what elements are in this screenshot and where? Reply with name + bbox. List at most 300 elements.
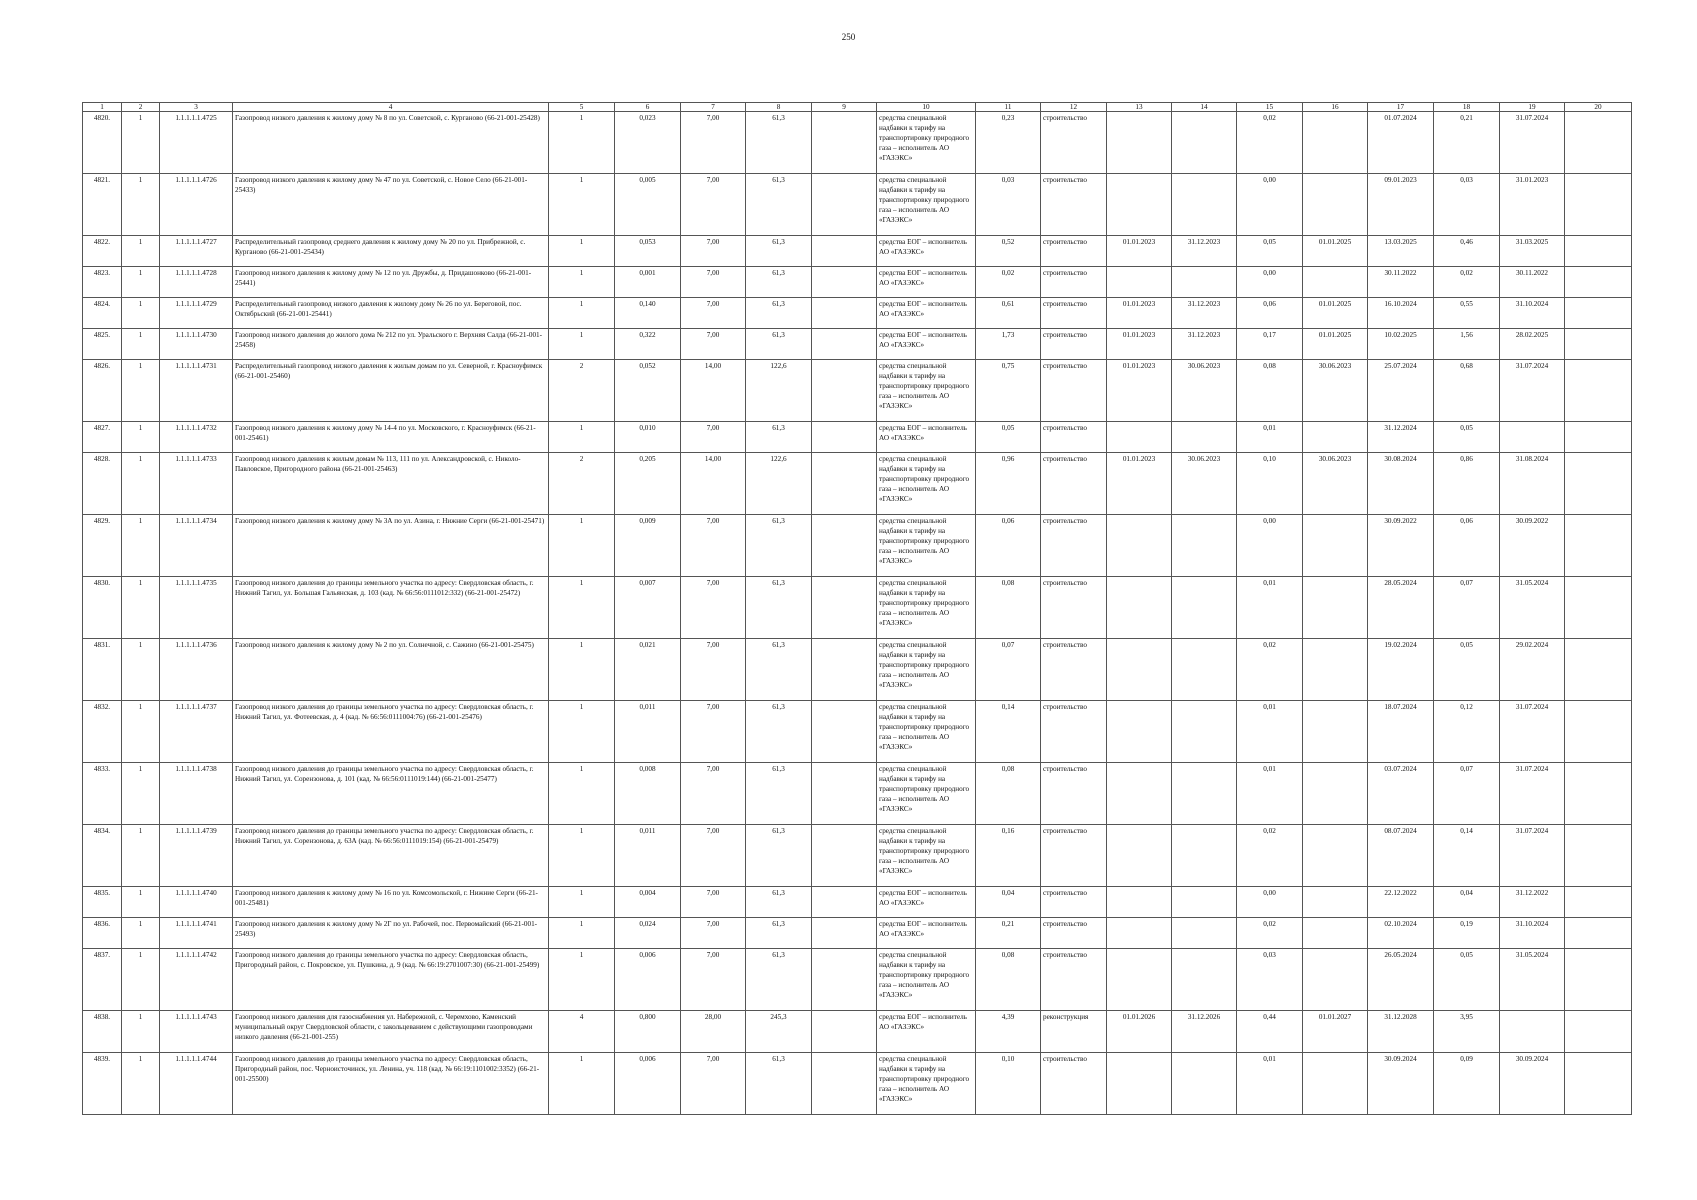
column-header: 18 bbox=[1434, 103, 1500, 112]
col15-cell: 0,00 bbox=[1237, 515, 1303, 577]
volume-cell: 61,3 bbox=[746, 825, 812, 887]
col15-cell: 0,01 bbox=[1237, 1053, 1303, 1115]
col20-cell bbox=[1565, 763, 1632, 825]
col16-cell: 01.01.2027 bbox=[1303, 1011, 1368, 1053]
col18-cell: 0,55 bbox=[1434, 298, 1500, 329]
volume-cell: 245,3 bbox=[746, 1011, 812, 1053]
object-name-cell: Газопровод низкого давления до границы земельного участка по адресу: Свердловская область, г. Нижний Тагил, ул. Сорензонова, д. 63А (кад. № 66:56:0111019:154) (66-21-001-25479) bbox=[233, 825, 549, 887]
object-code-cell: 1.1.1.1.1.4738 bbox=[160, 763, 233, 825]
col18-cell: 0,68 bbox=[1434, 360, 1500, 422]
row-number-cell: 4829. bbox=[83, 515, 122, 577]
col15-cell: 0,00 bbox=[1237, 887, 1303, 918]
col9-cell bbox=[812, 701, 877, 763]
col9-cell bbox=[812, 949, 877, 1011]
end-date-cell bbox=[1172, 701, 1237, 763]
object-name-cell: Газопровод низкого давления к жилому дому № 12 по ул. Дружбы, д. Придашонково (66-21-001-25441) bbox=[233, 267, 549, 298]
col15-cell: 0,00 bbox=[1237, 267, 1303, 298]
col9-cell bbox=[812, 887, 877, 918]
col20-cell bbox=[1565, 236, 1632, 267]
col18-cell: 0,19 bbox=[1434, 918, 1500, 949]
commission-date-cell: 08.07.2024 bbox=[1368, 825, 1434, 887]
col16-cell bbox=[1303, 639, 1368, 701]
column-header: 8 bbox=[746, 103, 812, 112]
col16-cell bbox=[1303, 422, 1368, 453]
col15-cell: 0,02 bbox=[1237, 639, 1303, 701]
object-code-cell: 1.1.1.1.1.4732 bbox=[160, 422, 233, 453]
column-header: 7 bbox=[681, 103, 746, 112]
work-type-cell: строительство bbox=[1041, 639, 1107, 701]
commission-date-cell: 13.03.2025 bbox=[1368, 236, 1434, 267]
col18-cell: 0,04 bbox=[1434, 887, 1500, 918]
start-date-cell bbox=[1107, 887, 1172, 918]
end-date-cell bbox=[1172, 174, 1237, 236]
column-header: 13 bbox=[1107, 103, 1172, 112]
capacity-cell: 7,00 bbox=[681, 174, 746, 236]
col15-cell: 0,02 bbox=[1237, 825, 1303, 887]
object-name-cell: Распределительный газопровод низкого давления к жилому дому № 26 по ул. Береговой, пос. Октябрьский (66-21-001-25441) bbox=[233, 298, 549, 329]
funding-source-cell: средства специальной надбавки к тарифу на транспортировку природного газа – исполнитель АО «ГАЗЭКС» bbox=[877, 174, 976, 236]
volume-cell: 61,3 bbox=[746, 763, 812, 825]
col2-cell: 1 bbox=[122, 825, 160, 887]
length-cell: 0,010 bbox=[615, 422, 681, 453]
col20-cell bbox=[1565, 112, 1632, 174]
object-name-cell: Распределительный газопровод среднего давления к жилому дому № 20 по ул. Прибрежной, с. Курганово (66-21-001-25434) bbox=[233, 236, 549, 267]
commission-date-cell: 30.08.2024 bbox=[1368, 453, 1434, 515]
cost-cell: 0,05 bbox=[976, 422, 1041, 453]
length-cell: 0,007 bbox=[615, 577, 681, 639]
work-type-cell: строительство bbox=[1041, 763, 1107, 825]
col20-cell bbox=[1565, 887, 1632, 918]
object-code-cell: 1.1.1.1.1.4737 bbox=[160, 701, 233, 763]
row-number-cell: 4832. bbox=[83, 701, 122, 763]
cost-cell: 0,96 bbox=[976, 453, 1041, 515]
commission-date-cell: 22.12.2022 bbox=[1368, 887, 1434, 918]
object-code-cell: 1.1.1.1.1.4735 bbox=[160, 577, 233, 639]
col18-cell: 0,05 bbox=[1434, 422, 1500, 453]
capacity-cell: 7,00 bbox=[681, 112, 746, 174]
commission-date-cell: 31.12.2028 bbox=[1368, 1011, 1434, 1053]
table-row bbox=[83, 763, 1632, 825]
col18-cell: 3,95 bbox=[1434, 1011, 1500, 1053]
row-number-cell: 4823. bbox=[83, 267, 122, 298]
col20-cell bbox=[1565, 298, 1632, 329]
deadline-cell: 31.07.2024 bbox=[1500, 763, 1565, 825]
quantity-cell: 1 bbox=[549, 701, 615, 763]
col2-cell: 1 bbox=[122, 763, 160, 825]
cost-cell: 4,39 bbox=[976, 1011, 1041, 1053]
quantity-cell: 1 bbox=[549, 236, 615, 267]
col15-cell: 0,05 bbox=[1237, 236, 1303, 267]
capacity-cell: 7,00 bbox=[681, 825, 746, 887]
work-type-cell: строительство bbox=[1041, 918, 1107, 949]
length-cell: 0,005 bbox=[615, 174, 681, 236]
capacity-cell: 7,00 bbox=[681, 763, 746, 825]
length-cell: 0,205 bbox=[615, 453, 681, 515]
col16-cell bbox=[1303, 515, 1368, 577]
start-date-cell: 01.01.2023 bbox=[1107, 453, 1172, 515]
col18-cell: 0,02 bbox=[1434, 267, 1500, 298]
start-date-cell bbox=[1107, 825, 1172, 887]
length-cell: 0,024 bbox=[615, 918, 681, 949]
start-date-cell: 01.01.2023 bbox=[1107, 360, 1172, 422]
col18-cell: 0,05 bbox=[1434, 639, 1500, 701]
quantity-cell: 1 bbox=[549, 267, 615, 298]
deadline-cell: 31.01.2023 bbox=[1500, 174, 1565, 236]
column-header: 15 bbox=[1237, 103, 1303, 112]
col20-cell bbox=[1565, 1053, 1632, 1115]
col16-cell bbox=[1303, 174, 1368, 236]
row-number-cell: 4821. bbox=[83, 174, 122, 236]
object-code-cell: 1.1.1.1.1.4743 bbox=[160, 1011, 233, 1053]
end-date-cell bbox=[1172, 422, 1237, 453]
object-name-cell: Газопровод низкого давления к жилым домам № 113, 111 по ул. Александровской, с. Николо-Павловское, Пригородного района (66-21-001-25463) bbox=[233, 453, 549, 515]
work-type-cell: строительство bbox=[1041, 577, 1107, 639]
commission-date-cell: 10.02.2025 bbox=[1368, 329, 1434, 360]
work-type-cell: строительство bbox=[1041, 887, 1107, 918]
col2-cell: 1 bbox=[122, 360, 160, 422]
cost-cell: 0,07 bbox=[976, 639, 1041, 701]
commission-date-cell: 16.10.2024 bbox=[1368, 298, 1434, 329]
end-date-cell: 31.12.2023 bbox=[1172, 329, 1237, 360]
quantity-cell: 2 bbox=[549, 453, 615, 515]
start-date-cell bbox=[1107, 112, 1172, 174]
col2-cell: 1 bbox=[122, 453, 160, 515]
length-cell: 0,322 bbox=[615, 329, 681, 360]
deadline-cell: 31.07.2024 bbox=[1500, 701, 1565, 763]
start-date-cell bbox=[1107, 267, 1172, 298]
funding-source-cell: средства ЕОГ – исполнитель АО «ГАЗЭКС» bbox=[877, 298, 976, 329]
deadline-cell: 30.09.2022 bbox=[1500, 515, 1565, 577]
funding-source-cell: средства ЕОГ – исполнитель АО «ГАЗЭКС» bbox=[877, 422, 976, 453]
col20-cell bbox=[1565, 422, 1632, 453]
deadline-cell: 29.02.2024 bbox=[1500, 639, 1565, 701]
funding-source-cell: средства специальной надбавки к тарифу на транспортировку природного газа – исполнитель АО «ГАЗЭКС» bbox=[877, 949, 976, 1011]
col15-cell: 0,01 bbox=[1237, 422, 1303, 453]
start-date-cell bbox=[1107, 701, 1172, 763]
funding-source-cell: средства специальной надбавки к тарифу на транспортировку природного газа – исполнитель АО «ГАЗЭКС» bbox=[877, 577, 976, 639]
col15-cell: 0,17 bbox=[1237, 329, 1303, 360]
col9-cell bbox=[812, 825, 877, 887]
row-number-cell: 4824. bbox=[83, 298, 122, 329]
col2-cell: 1 bbox=[122, 329, 160, 360]
length-cell: 0,006 bbox=[615, 1053, 681, 1115]
quantity-cell: 1 bbox=[549, 174, 615, 236]
end-date-cell bbox=[1172, 577, 1237, 639]
col2-cell: 1 bbox=[122, 267, 160, 298]
table-row bbox=[83, 918, 1632, 949]
commission-date-cell: 30.09.2024 bbox=[1368, 1053, 1434, 1115]
work-type-cell: строительство bbox=[1041, 422, 1107, 453]
volume-cell: 61,3 bbox=[746, 329, 812, 360]
cost-cell: 0,23 bbox=[976, 112, 1041, 174]
capacity-cell: 7,00 bbox=[681, 515, 746, 577]
volume-cell: 61,3 bbox=[746, 236, 812, 267]
work-type-cell: строительство bbox=[1041, 298, 1107, 329]
commission-date-cell: 25.07.2024 bbox=[1368, 360, 1434, 422]
cost-cell: 0,75 bbox=[976, 360, 1041, 422]
object-code-cell: 1.1.1.1.1.4733 bbox=[160, 453, 233, 515]
work-type-cell: строительство bbox=[1041, 267, 1107, 298]
col18-cell: 0,07 bbox=[1434, 763, 1500, 825]
col2-cell: 1 bbox=[122, 236, 160, 267]
funding-source-cell: средства специальной надбавки к тарифу на транспортировку природного газа – исполнитель АО «ГАЗЭКС» bbox=[877, 701, 976, 763]
col2-cell: 1 bbox=[122, 174, 160, 236]
column-header: 14 bbox=[1172, 103, 1237, 112]
commission-date-cell: 18.07.2024 bbox=[1368, 701, 1434, 763]
row-number-cell: 4830. bbox=[83, 577, 122, 639]
capacity-cell: 7,00 bbox=[681, 329, 746, 360]
deadline-cell bbox=[1500, 1011, 1565, 1053]
row-number-cell: 4826. bbox=[83, 360, 122, 422]
object-name-cell: Газопровод низкого давления к жилому дому № 2Г по ул. Рабочей, пос. Первомайский (66-21-001-25493) bbox=[233, 918, 549, 949]
column-header: 1 bbox=[83, 103, 122, 112]
col9-cell bbox=[812, 577, 877, 639]
capacity-cell: 7,00 bbox=[681, 949, 746, 1011]
deadline-cell: 31.12.2022 bbox=[1500, 887, 1565, 918]
table-row bbox=[83, 360, 1632, 422]
work-type-cell: строительство bbox=[1041, 515, 1107, 577]
column-header: 11 bbox=[976, 103, 1041, 112]
col18-cell: 0,05 bbox=[1434, 949, 1500, 1011]
table-row bbox=[83, 267, 1632, 298]
col9-cell bbox=[812, 236, 877, 267]
col20-cell bbox=[1565, 329, 1632, 360]
length-cell: 0,001 bbox=[615, 267, 681, 298]
col9-cell bbox=[812, 1053, 877, 1115]
start-date-cell bbox=[1107, 639, 1172, 701]
col2-cell: 1 bbox=[122, 112, 160, 174]
cost-cell: 1,73 bbox=[976, 329, 1041, 360]
capacity-cell: 7,00 bbox=[681, 422, 746, 453]
deadline-cell: 31.07.2024 bbox=[1500, 825, 1565, 887]
col16-cell: 01.01.2025 bbox=[1303, 329, 1368, 360]
col2-cell: 1 bbox=[122, 949, 160, 1011]
length-cell: 0,023 bbox=[615, 112, 681, 174]
quantity-cell: 1 bbox=[549, 298, 615, 329]
col9-cell bbox=[812, 298, 877, 329]
object-name-cell: Газопровод низкого давления к жилому дому № 8 по ул. Советской, с. Курганово (66-21-001-25428) bbox=[233, 112, 549, 174]
capacity-cell: 7,00 bbox=[681, 1053, 746, 1115]
start-date-cell bbox=[1107, 422, 1172, 453]
column-header: 16 bbox=[1303, 103, 1368, 112]
deadline-cell: 31.03.2025 bbox=[1500, 236, 1565, 267]
col15-cell: 0,02 bbox=[1237, 918, 1303, 949]
row-number-cell: 4836. bbox=[83, 918, 122, 949]
funding-source-cell: средства ЕОГ – исполнитель АО «ГАЗЭКС» bbox=[877, 1011, 976, 1053]
row-number-cell: 4825. bbox=[83, 329, 122, 360]
end-date-cell bbox=[1172, 949, 1237, 1011]
capacity-cell: 7,00 bbox=[681, 236, 746, 267]
object-name-cell: Газопровод низкого давления к жилому дому № 14-4 по ул. Московского, г. Красноуфимск (66-21-001-25461) bbox=[233, 422, 549, 453]
end-date-cell: 31.12.2023 bbox=[1172, 298, 1237, 329]
col16-cell bbox=[1303, 825, 1368, 887]
cost-cell: 0,08 bbox=[976, 763, 1041, 825]
table-row bbox=[83, 639, 1632, 701]
page-number: 250 bbox=[841, 32, 856, 42]
end-date-cell: 31.12.2023 bbox=[1172, 236, 1237, 267]
cost-cell: 0,61 bbox=[976, 298, 1041, 329]
object-name-cell: Газопровод низкого давления до границы земельного участка по адресу: Свердловская область, г. Нижний Тагил, ул. Большая Гальянская, д. 103 (кад. № 66:56:0111012:332) (66-21-001-25472) bbox=[233, 577, 549, 639]
commission-date-cell: 31.12.2024 bbox=[1368, 422, 1434, 453]
funding-source-cell: средства специальной надбавки к тарифу на транспортировку природного газа – исполнитель АО «ГАЗЭКС» bbox=[877, 825, 976, 887]
col2-cell: 1 bbox=[122, 577, 160, 639]
col16-cell bbox=[1303, 918, 1368, 949]
quantity-cell: 1 bbox=[549, 887, 615, 918]
col15-cell: 0,01 bbox=[1237, 577, 1303, 639]
col9-cell bbox=[812, 1011, 877, 1053]
col18-cell: 0,07 bbox=[1434, 577, 1500, 639]
cost-cell: 0,16 bbox=[976, 825, 1041, 887]
object-name-cell: Газопровод низкого давления до границы земельного участка по адресу: Свердловская область, Пригородный район, пос. Черноисточинск, ул. Ленина, уч. 118 (кад. № 66:19:1101002:3352) (66-21-001-25500) bbox=[233, 1053, 549, 1115]
col20-cell bbox=[1565, 701, 1632, 763]
quantity-cell: 1 bbox=[549, 763, 615, 825]
col9-cell bbox=[812, 112, 877, 174]
work-type-cell: строительство bbox=[1041, 701, 1107, 763]
quantity-cell: 1 bbox=[549, 515, 615, 577]
object-code-cell: 1.1.1.1.1.4730 bbox=[160, 329, 233, 360]
object-name-cell: Газопровод низкого давления до границы земельного участка по адресу: Свердловская область, Пригородный район, с. Покровское, ул. Пушкина, д. 9 (кад. № 66:19:2701007:30) (66-21-001-25499) bbox=[233, 949, 549, 1011]
funding-source-cell: средства специальной надбавки к тарифу на транспортировку природного газа – исполнитель АО «ГАЗЭКС» bbox=[877, 453, 976, 515]
quantity-cell: 1 bbox=[549, 639, 615, 701]
length-cell: 0,008 bbox=[615, 763, 681, 825]
quantity-cell: 1 bbox=[549, 577, 615, 639]
length-cell: 0,009 bbox=[615, 515, 681, 577]
start-date-cell bbox=[1107, 577, 1172, 639]
col2-cell: 1 bbox=[122, 918, 160, 949]
deadline-cell: 31.05.2024 bbox=[1500, 949, 1565, 1011]
start-date-cell bbox=[1107, 174, 1172, 236]
column-header: 9 bbox=[812, 103, 877, 112]
cost-cell: 0,08 bbox=[976, 577, 1041, 639]
row-number-cell: 4837. bbox=[83, 949, 122, 1011]
row-number-cell: 4835. bbox=[83, 887, 122, 918]
col20-cell bbox=[1565, 360, 1632, 422]
work-type-cell: строительство bbox=[1041, 360, 1107, 422]
col15-cell: 0,01 bbox=[1237, 701, 1303, 763]
start-date-cell: 01.01.2026 bbox=[1107, 1011, 1172, 1053]
col20-cell bbox=[1565, 1011, 1632, 1053]
end-date-cell bbox=[1172, 267, 1237, 298]
end-date-cell bbox=[1172, 112, 1237, 174]
object-name-cell: Газопровод низкого давления до границы земельного участка по адресу: Свердловская область, г. Нижний Тагил, ул. Сорензонова, д. 101 (кад. № 66:56:0111019:144) (66-21-001-25477) bbox=[233, 763, 549, 825]
cost-cell: 0,03 bbox=[976, 174, 1041, 236]
object-code-cell: 1.1.1.1.1.4727 bbox=[160, 236, 233, 267]
volume-cell: 61,3 bbox=[746, 298, 812, 329]
quantity-cell: 1 bbox=[549, 949, 615, 1011]
table-row bbox=[83, 515, 1632, 577]
deadline-cell: 31.10.2024 bbox=[1500, 298, 1565, 329]
funding-source-cell: средства специальной надбавки к тарифу на транспортировку природного газа – исполнитель АО «ГАЗЭКС» bbox=[877, 639, 976, 701]
quantity-cell: 1 bbox=[549, 329, 615, 360]
column-header: 3 bbox=[160, 103, 233, 112]
column-number-row bbox=[83, 103, 1632, 112]
deadline-cell: 28.02.2025 bbox=[1500, 329, 1565, 360]
volume-cell: 122,6 bbox=[746, 360, 812, 422]
column-header: 2 bbox=[122, 103, 160, 112]
length-cell: 0,006 bbox=[615, 949, 681, 1011]
end-date-cell bbox=[1172, 825, 1237, 887]
deadline-cell: 31.07.2024 bbox=[1500, 360, 1565, 422]
col16-cell: 01.01.2025 bbox=[1303, 236, 1368, 267]
funding-source-cell: средства ЕОГ – исполнитель АО «ГАЗЭКС» bbox=[877, 329, 976, 360]
length-cell: 0,052 bbox=[615, 360, 681, 422]
volume-cell: 61,3 bbox=[746, 422, 812, 453]
quantity-cell: 1 bbox=[549, 422, 615, 453]
work-type-cell: реконструкция bbox=[1041, 1011, 1107, 1053]
deadline-cell bbox=[1500, 422, 1565, 453]
volume-cell: 61,3 bbox=[746, 112, 812, 174]
column-header: 17 bbox=[1368, 103, 1434, 112]
funding-source-cell: средства специальной надбавки к тарифу на транспортировку природного газа – исполнитель АО «ГАЗЭКС» bbox=[877, 515, 976, 577]
funding-source-cell: средства специальной надбавки к тарифу на транспортировку природного газа – исполнитель АО «ГАЗЭКС» bbox=[877, 763, 976, 825]
col15-cell: 0,00 bbox=[1237, 174, 1303, 236]
object-name-cell: Газопровод низкого давления до жилого дома № 212 по ул. Уральского г. Верхняя Салда (66-21-001-25458) bbox=[233, 329, 549, 360]
col2-cell: 1 bbox=[122, 887, 160, 918]
column-header: 20 bbox=[1565, 103, 1632, 112]
funding-source-cell: средства специальной надбавки к тарифу на транспортировку природного газа – исполнитель АО «ГАЗЭКС» bbox=[877, 1053, 976, 1115]
column-header: 4 bbox=[233, 103, 549, 112]
capacity-cell: 28,00 bbox=[681, 1011, 746, 1053]
commission-date-cell: 01.07.2024 bbox=[1368, 112, 1434, 174]
cost-cell: 0,06 bbox=[976, 515, 1041, 577]
col18-cell: 0,09 bbox=[1434, 1053, 1500, 1115]
length-cell: 0,800 bbox=[615, 1011, 681, 1053]
col16-cell bbox=[1303, 267, 1368, 298]
col16-cell bbox=[1303, 949, 1368, 1011]
cost-cell: 0,21 bbox=[976, 918, 1041, 949]
table-row bbox=[83, 112, 1632, 174]
col18-cell: 0,03 bbox=[1434, 174, 1500, 236]
object-code-cell: 1.1.1.1.1.4725 bbox=[160, 112, 233, 174]
col16-cell bbox=[1303, 701, 1368, 763]
col16-cell bbox=[1303, 112, 1368, 174]
table-row bbox=[83, 422, 1632, 453]
length-cell: 0,053 bbox=[615, 236, 681, 267]
length-cell: 0,140 bbox=[615, 298, 681, 329]
work-type-cell: строительство bbox=[1041, 1053, 1107, 1115]
col18-cell: 0,21 bbox=[1434, 112, 1500, 174]
col15-cell: 0,03 bbox=[1237, 949, 1303, 1011]
object-code-cell: 1.1.1.1.1.4731 bbox=[160, 360, 233, 422]
work-type-cell: строительство bbox=[1041, 453, 1107, 515]
quantity-cell: 1 bbox=[549, 112, 615, 174]
col9-cell bbox=[812, 763, 877, 825]
row-number-cell: 4828. bbox=[83, 453, 122, 515]
funding-source-cell: средства ЕОГ – исполнитель АО «ГАЗЭКС» bbox=[877, 236, 976, 267]
capacity-cell: 14,00 bbox=[681, 453, 746, 515]
deadline-cell: 31.10.2024 bbox=[1500, 918, 1565, 949]
row-number-cell: 4839. bbox=[83, 1053, 122, 1115]
row-number-cell: 4833. bbox=[83, 763, 122, 825]
volume-cell: 61,3 bbox=[746, 577, 812, 639]
volume-cell: 61,3 bbox=[746, 1053, 812, 1115]
table-row bbox=[83, 701, 1632, 763]
volume-cell: 61,3 bbox=[746, 174, 812, 236]
col20-cell bbox=[1565, 515, 1632, 577]
col2-cell: 1 bbox=[122, 515, 160, 577]
quantity-cell: 2 bbox=[549, 360, 615, 422]
col20-cell bbox=[1565, 918, 1632, 949]
end-date-cell: 30.06.2023 bbox=[1172, 453, 1237, 515]
col15-cell: 0,08 bbox=[1237, 360, 1303, 422]
col15-cell: 0,10 bbox=[1237, 453, 1303, 515]
commission-date-cell: 30.11.2022 bbox=[1368, 267, 1434, 298]
table-body bbox=[83, 112, 1632, 1115]
table-row bbox=[83, 887, 1632, 918]
work-type-cell: строительство bbox=[1041, 949, 1107, 1011]
object-name-cell: Газопровод низкого давления к жилому дому № 16 по ул. Комсомольской, г. Нижние Серги (66-21-001-25481) bbox=[233, 887, 549, 918]
row-number-cell: 4838. bbox=[83, 1011, 122, 1053]
